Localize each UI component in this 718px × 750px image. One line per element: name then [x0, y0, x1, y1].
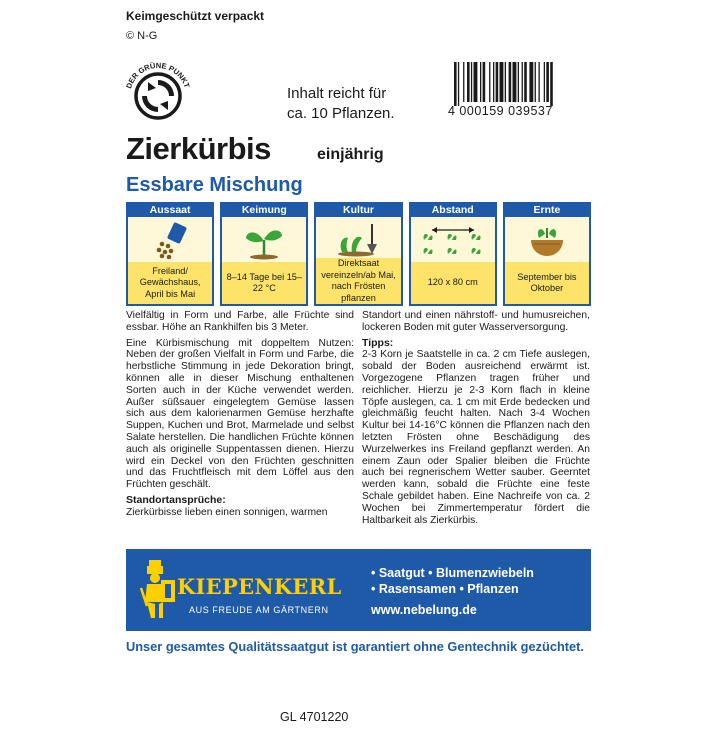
barcode-bar — [522, 62, 523, 102]
info-box-label: Keimung — [222, 204, 306, 217]
barcode-bar — [524, 62, 527, 102]
tips-text: 2-3 Korn je Saatstelle in ca. 2 cm Tiefe auslegen, sobald der Boden ausreichend erwärmt ist. Vorgezogene Pflanzen tragen früher und reichlicher. Hierzu je 2-3 Korn flach in kleine Töpfe auslegen, ca. 1 cm mit Erde bedecken und gleichmäßig feucht halten. Nach 3-4 Wochen Kultur bei 14-16°C können die Pflanzen nach den letzten Frösten ohne Beschädigung des Wurzelwerkes ins Freiland gepflanzt werden. An einem Zaun oder Spalier bleiben die Früchte auch bei regnerischem Wetter sauber. Geerntet werden kann, sobald die Früchte eine feste Schale gebildet haben. Eine Nachreife von ca. 2 Wochen bei Zimmertemperatur fördert die Haltbarkeit als Zierkürbis. — [362, 349, 590, 526]
intro-text: Vielfältig in Form und Farbe, alle Früchte sind essbar. Höhe an Rankhilfen bis 3 Meter. — [126, 310, 354, 333]
info-boxes — [126, 202, 591, 306]
info-box-text: 8–14 Tage bei 15–22 °C — [222, 262, 306, 304]
brand-slogan: AUS FREUDE AM GÄRTNERN — [189, 605, 329, 615]
barcode-bar — [493, 62, 494, 102]
product-title: Zierkürbis — [126, 131, 271, 166]
content-line1: Inhalt reicht für — [287, 85, 387, 102]
description-text: Eine Kürbismischung mit doppeltem Nutzen: Neben der großen Vielfalt in Form und Farbe, die herbstliche Stimmung in jede Dekoration bringt, können alle in dieser Mischung enthaltenen Sorten auch in der Küche verwendet werden. Außer süßsauer eingelegtem Gemüse lassen sich aus dem kalorienarmen Gemüse herzhafte Suppen, Kuchen und Brot, Marmelade und selbst Salate herstellen. Die handlichen Früchte können auch als originelle Suppentassen dienen. Hierzu wird ein Deckel von den Früchten geschnitten und das Fruchtfleisch mit dem Löffel aus den Früchten geschält. — [126, 337, 354, 491]
barcode-bar — [509, 62, 512, 102]
shovel-plant-icon — [334, 218, 384, 258]
barcode-bar — [474, 62, 478, 102]
spacing-icon — [418, 220, 488, 260]
barcode-bar — [513, 62, 517, 102]
info-box-text: Freiland/ Gewächshaus, April bis Mai — [128, 262, 212, 304]
tips-heading: Tipps: — [362, 336, 394, 349]
barcode-bar — [471, 62, 472, 102]
barcode-bar — [546, 62, 549, 102]
barcode-bar — [496, 62, 499, 102]
info-box-label: Ernte — [505, 204, 589, 217]
info-box-keimung — [220, 202, 308, 306]
barcode-bar — [458, 62, 459, 106]
site-text-part2: Standort und einen nährstoff- und humusreichen, lockeren Boden mit guter Wasserversorgung. — [362, 310, 590, 333]
site-heading: Standortansprüche: — [126, 493, 226, 506]
info-box-text: September bis Oktober — [505, 262, 589, 304]
barcode-bar — [529, 62, 533, 102]
info-box-label: Aussaat — [128, 204, 212, 217]
barcode-bar — [539, 62, 540, 102]
barcode-bar — [505, 62, 506, 102]
info-box-label: Kultur — [316, 204, 400, 217]
content-line2: ca. 10 Pflanzen. — [287, 105, 395, 122]
green-dot-logo — [120, 58, 196, 134]
barcode-bar — [535, 62, 536, 102]
barcode-bar — [483, 62, 486, 102]
brand-name: KIEPENKERL — [177, 574, 342, 599]
site-text-part1: Zierkürbisse lieben einen sonnigen, warmen — [126, 506, 328, 518]
info-box-text: Direktsaat vereinzeln/ab Mai, nach Frösten pflanzen — [316, 258, 400, 304]
content-info — [287, 84, 395, 124]
barcode-bar — [467, 62, 470, 102]
seed-bag-icon — [150, 220, 190, 260]
brand-products-line2: • Rasensamen • Pflanzen — [371, 582, 519, 596]
barcode-bar — [518, 62, 519, 102]
info-box-kultur — [314, 202, 402, 306]
barcode-bar — [489, 62, 490, 102]
copyright: © N-G — [126, 30, 158, 42]
barcode-bar — [463, 62, 464, 102]
brand-url: www.nebelung.de — [371, 603, 477, 617]
barcode-bar — [544, 62, 545, 102]
sprout-icon — [242, 220, 286, 260]
barcode-bar — [500, 62, 504, 102]
brand-products — [371, 565, 534, 597]
barcode-bar — [454, 62, 457, 106]
info-box-abstand — [409, 202, 497, 306]
text-column-right — [362, 310, 590, 526]
info-box-ernte — [503, 202, 591, 306]
product-subtitle: Essbare Mischung — [126, 174, 303, 196]
svg-text:DER GRÜNE PUNKT: DER GRÜNE PUNKT — [124, 60, 192, 90]
barcode-bar — [550, 62, 553, 106]
brand-products-line1: • Saatgut • Blumenzwiebeln — [371, 566, 534, 580]
harvest-bowl-icon — [525, 220, 569, 260]
packaging-note: Keimgeschützt verpackt — [126, 9, 265, 23]
article-code: GL 4701220 — [280, 710, 349, 724]
barcode-bar — [480, 62, 481, 102]
product-duration: einjährig — [317, 146, 384, 163]
info-box-aussaat — [126, 202, 214, 306]
text-column-left — [126, 310, 354, 519]
quality-statement: Unser gesamtes Qualitätssaatgut ist garantiert ohne Gentechnik gezüchtet. — [126, 639, 584, 654]
info-box-label: Abstand — [411, 204, 495, 217]
barcode-number: 4 000159 039537 — [448, 104, 553, 118]
info-box-text: 120 x 80 cm — [411, 262, 495, 304]
